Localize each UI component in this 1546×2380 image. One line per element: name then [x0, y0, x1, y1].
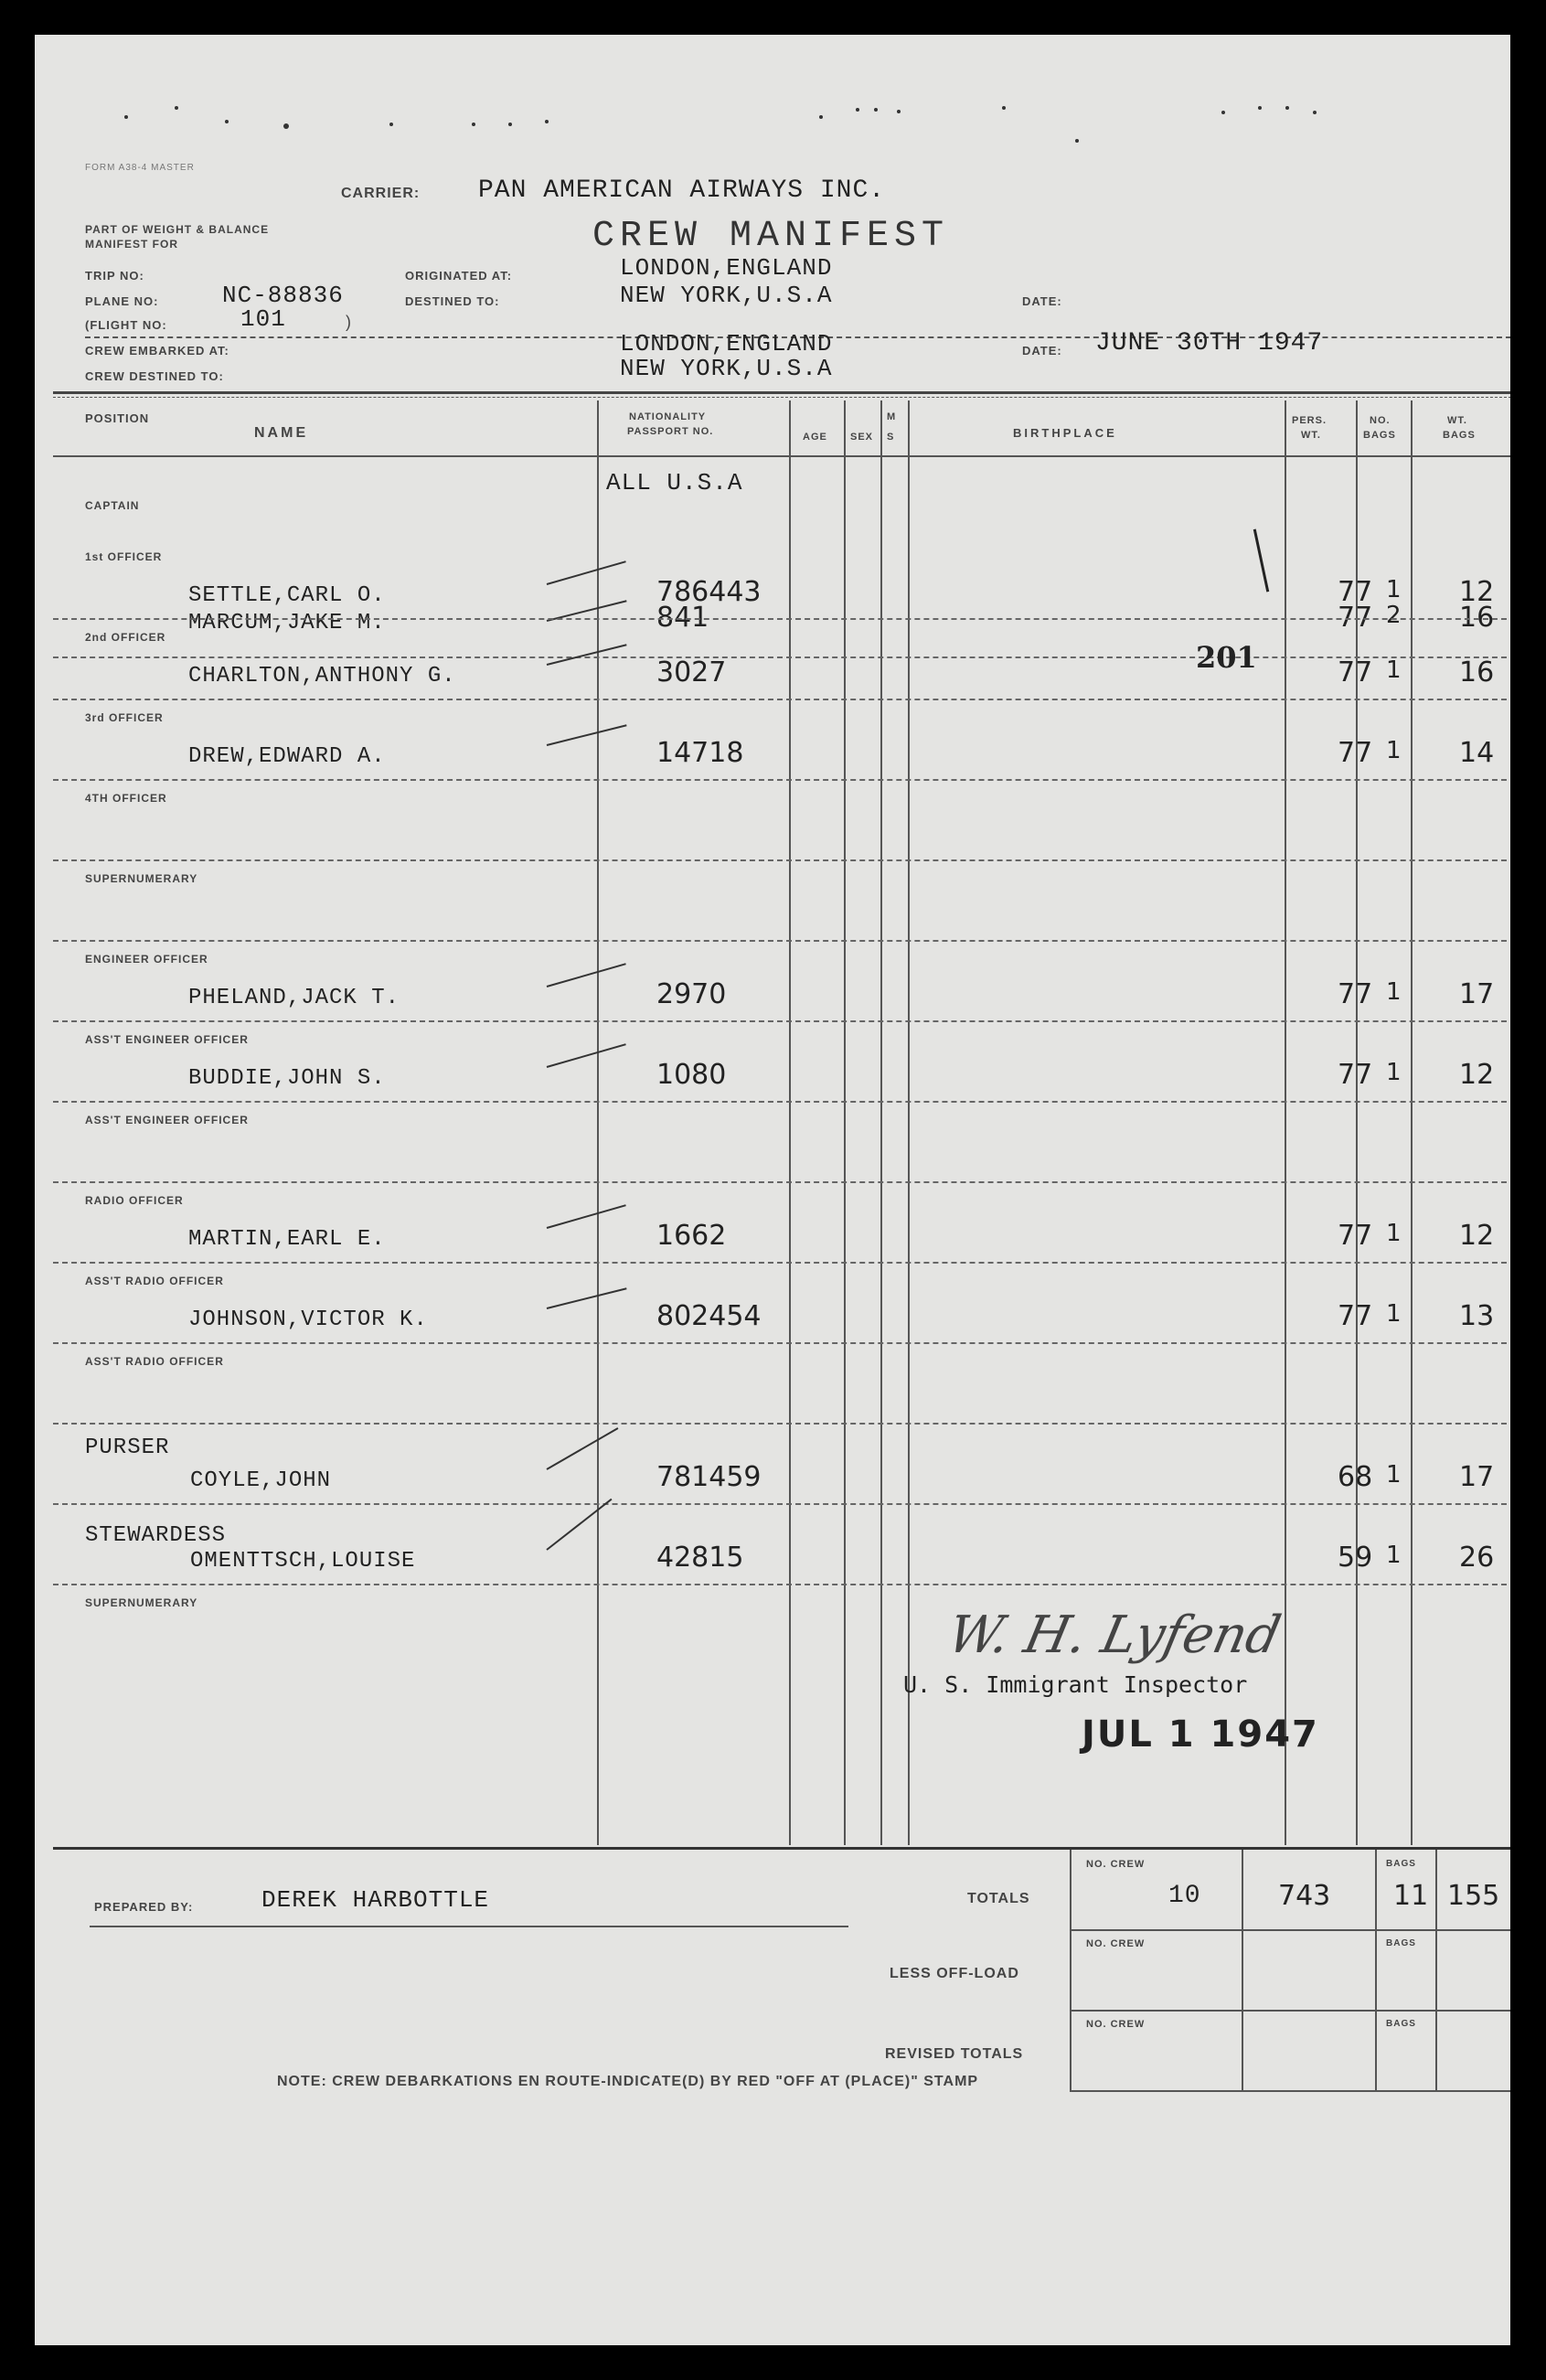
- col-header-wt-bags-2: BAGS: [1443, 430, 1476, 441]
- row-position-label: ENGINEER OFFICER: [85, 953, 208, 966]
- totals-divider-4: [1435, 1850, 1437, 2092]
- row-passport-no: 1080: [656, 1059, 727, 1091]
- table-row: [35, 1503, 1510, 1584]
- row-bag-weight: 12: [1459, 1220, 1495, 1252]
- row-position-label: SUPERNUMERARY: [85, 872, 198, 885]
- check-mark: [547, 1043, 626, 1068]
- row-position-label: ASS'T ENGINEER OFFICER: [85, 1033, 249, 1046]
- crew-destined-value: NEW YORK,U.S.A: [620, 355, 833, 382]
- row-pers-weight: 77: [1338, 602, 1373, 634]
- date2-value: JUNE 30TH 1947: [1095, 329, 1324, 358]
- row-position-label: ASS'T ENGINEER OFFICER: [85, 1114, 249, 1126]
- destined-label: DESTINED TO:: [405, 294, 500, 308]
- prepared-by-rule: [90, 1926, 848, 1927]
- col-header-pers: PERS.: [1292, 415, 1327, 426]
- row-position-label: 2nd OFFICER: [85, 631, 166, 644]
- table-row: [35, 940, 1510, 1020]
- col-header-nationality: NATIONALITY: [629, 411, 707, 422]
- row-position-label: 1st OFFICER: [85, 550, 163, 563]
- col-header-age: AGE: [803, 432, 827, 443]
- form-number: FORM A38-4 MASTER: [85, 163, 195, 173]
- row-bag-weight: 13: [1459, 1300, 1495, 1332]
- row-position-label: 4TH OFFICER: [85, 792, 167, 805]
- row-passport-no: 2970: [656, 978, 727, 1010]
- table-row: [35, 779, 1510, 859]
- col-header-ms-m: M: [887, 411, 897, 422]
- col-header-birthplace: BIRTHPLACE: [1013, 426, 1117, 440]
- row-no-bags: 1: [1386, 978, 1402, 1006]
- row-pers-weight: 77: [1338, 1300, 1373, 1332]
- less-no-crew-label: NO. CREW: [1086, 1938, 1146, 1949]
- prepared-by-value: DEREK HARBOTTLE: [261, 1886, 490, 1914]
- row-no-bags: 1: [1386, 576, 1402, 603]
- check-mark: [547, 724, 627, 746]
- col-header-pers-wt: WT.: [1301, 430, 1321, 441]
- manifest-for-label: MANIFEST FOR: [85, 238, 178, 251]
- totals-crew-value: 10: [1168, 1882, 1201, 1910]
- col-header-passport: PASSPORT NO.: [627, 426, 714, 437]
- nationality-all: ALL U.S.A: [606, 469, 743, 496]
- row-bag-weight: 12: [1459, 1059, 1495, 1091]
- crew-embarked-value: LONDON,ENGLAND: [620, 330, 833, 358]
- crew-embarked-label: CREW EMBARKED AT:: [85, 344, 229, 358]
- row-crew-name: PHELAND,JACK T.: [188, 986, 400, 1010]
- row-pers-weight: 77: [1338, 737, 1373, 769]
- flight-no-close: ): [346, 313, 351, 331]
- totals-row-rule-3: [1070, 2090, 1510, 2092]
- totals-divider-3: [1375, 1850, 1377, 2092]
- check-mark: [547, 1427, 619, 1470]
- totals-row-rule-2: [1070, 2010, 1510, 2012]
- table-row: [35, 1101, 1510, 1181]
- prepared-by-label: PREPARED BY:: [94, 1900, 194, 1914]
- row-crew-name: SETTLE,CARL O.: [188, 583, 386, 608]
- row-passport-no: 1662: [656, 1220, 727, 1252]
- trip-no-label: TRIP NO:: [85, 269, 144, 283]
- totals-bags-value: 11: [1393, 1880, 1429, 1912]
- totals-weight-value: 743: [1278, 1880, 1331, 1912]
- row-pers-weight: 68: [1338, 1461, 1373, 1493]
- speckle-graphic: [90, 71, 1461, 144]
- row-passport-no: 14718: [656, 737, 744, 769]
- table-row: [35, 1584, 1510, 1664]
- row-bag-weight: 17: [1459, 1461, 1495, 1493]
- row-position-label: SUPERNUMERARY: [85, 1596, 198, 1609]
- row-bag-weight: 17: [1459, 978, 1495, 1010]
- row-no-bags: 1: [1386, 1461, 1402, 1489]
- row-position-label: RADIO OFFICER: [85, 1194, 184, 1207]
- check-mark: [547, 1287, 627, 1309]
- row-bag-weight: 16: [1459, 656, 1495, 688]
- col-header-sex: SEX: [850, 432, 874, 443]
- flight-no-label: (FLIGHT NO:: [85, 318, 167, 332]
- row-pers-weight: 77: [1338, 1220, 1373, 1252]
- row-pers-weight: 77: [1338, 978, 1373, 1010]
- table-row: [35, 859, 1510, 940]
- revised-no-crew-label: NO. CREW: [1086, 2019, 1146, 2030]
- totals-row-rule-1: [1070, 1929, 1510, 1931]
- plane-no-value: NC-88836: [222, 282, 344, 309]
- totals-divider-1: [1070, 1850, 1072, 2092]
- date2-label: DATE:: [1022, 344, 1062, 358]
- revised-bags-label: BAGS: [1386, 2019, 1416, 2029]
- scan-speckles: [90, 71, 1461, 144]
- totals-divider-2: [1242, 1850, 1243, 2092]
- check-mark: [547, 1204, 626, 1229]
- row-position-label: ASS'T RADIO OFFICER: [85, 1355, 224, 1368]
- totals-bag-weight-value: 155: [1447, 1880, 1500, 1912]
- settle-note: 201: [1196, 640, 1257, 675]
- row-position-label: STEWARDESS: [85, 1523, 227, 1548]
- row-position-label: ASS'T RADIO OFFICER: [85, 1275, 224, 1287]
- table-top-rule: [53, 391, 1510, 394]
- row-crew-name: OMENTTSCH,LOUISE: [190, 1549, 416, 1574]
- row-crew-name: BUDDIE,JOHN S.: [188, 1066, 386, 1091]
- col-header-no-bags-2: BAGS: [1363, 430, 1396, 441]
- row-passport-no: 802454: [656, 1300, 762, 1332]
- row-pers-weight: 77: [1338, 656, 1373, 688]
- row-no-bags: 1: [1386, 1220, 1402, 1247]
- row-position-label: PURSER: [85, 1435, 170, 1460]
- plane-no-label: PLANE NO:: [85, 294, 159, 308]
- table-top-rule-2: [53, 397, 1510, 398]
- originated-value: LONDON,ENGLAND: [620, 254, 833, 282]
- table-row: [35, 1181, 1510, 1262]
- table-row: [35, 1423, 1510, 1503]
- row-crew-name: MARTIN,EARL E.: [188, 1227, 386, 1252]
- row-bag-weight: 26: [1459, 1542, 1495, 1574]
- col-header-no-bags: NO.: [1370, 415, 1391, 426]
- row-bag-weight: 16: [1459, 602, 1495, 634]
- row-no-bags: 2: [1386, 602, 1402, 629]
- row-passport-no: 841: [656, 602, 709, 634]
- col-header-name: NAME: [254, 425, 309, 441]
- row-crew-name: COYLE,JOHN: [190, 1468, 332, 1493]
- flight-no-value: 101: [240, 305, 286, 333]
- less-bags-label: BAGS: [1386, 1938, 1416, 1948]
- table-row: [35, 618, 1510, 699]
- row-no-bags: 1: [1386, 1300, 1402, 1328]
- row-passport-no: 781459: [656, 1461, 762, 1493]
- totals-label: TOTALS: [967, 1891, 1030, 1906]
- row-crew-name: CHARLTON,ANTHONY G.: [188, 664, 456, 688]
- table-row: [35, 1020, 1510, 1101]
- check-mark: [546, 1499, 612, 1551]
- row-no-bags: 1: [1386, 737, 1402, 764]
- revised-totals-label: REVISED TOTALS: [885, 2046, 1024, 2062]
- page-title: CREW MANIFEST: [592, 216, 950, 257]
- row-passport-no: 786443: [656, 576, 762, 608]
- footer-note: NOTE: CREW DEBARKATIONS EN ROUTE-INDICATE(D) BY RED "OFF AT (PLACE)" STAMP: [277, 2074, 979, 2089]
- inspector-title: U. S. Immigrant Inspector: [903, 1671, 1248, 1698]
- less-offload-label: LESS OFF-LOAD: [890, 1966, 1019, 1981]
- row-no-bags: 1: [1386, 1542, 1402, 1569]
- originated-label: ORIGINATED AT:: [405, 269, 513, 283]
- col-header-ms-s: S: [887, 432, 895, 443]
- inspector-signature: W. H. Lyfend: [943, 1606, 1286, 1665]
- row-position-label: 3rd OFFICER: [85, 711, 164, 724]
- destined-value: NEW YORK,U.S.A: [620, 282, 833, 309]
- row-passport-no: 3027: [656, 656, 727, 688]
- carrier-name: PAN AMERICAN AIRWAYS INC.: [478, 176, 886, 205]
- crew-destined-label: CREW DESTINED TO:: [85, 369, 224, 383]
- col-header-position: POSITION: [85, 411, 150, 425]
- totals-bags-label: BAGS: [1386, 1859, 1416, 1869]
- row-crew-name: DREW,EDWARD A.: [188, 744, 386, 769]
- row-crew-name: JOHNSON,VICTOR K.: [188, 1307, 428, 1332]
- table-bottom-rule: [53, 1847, 1510, 1850]
- table-row: [35, 538, 1510, 618]
- row-no-bags: 1: [1386, 656, 1402, 684]
- row-position-label: CAPTAIN: [85, 499, 140, 512]
- col-header-wt-bags: WT.: [1447, 415, 1467, 426]
- carrier-label: CARRIER:: [341, 186, 421, 201]
- table-row: [35, 699, 1510, 779]
- row-bag-weight: 14: [1459, 737, 1495, 769]
- table-row: [35, 1342, 1510, 1423]
- row-crew-name: MARCUM,JAKE M.: [188, 611, 386, 635]
- table-row: [35, 1262, 1510, 1342]
- crew-manifest-sheet: [35, 35, 1510, 2345]
- part-of-label: PART OF WEIGHT & BALANCE: [85, 223, 270, 236]
- check-mark: [547, 963, 626, 987]
- check-mark: [547, 644, 627, 666]
- row-pers-weight: 77: [1338, 576, 1373, 608]
- totals-no-crew-label: NO. CREW: [1086, 1859, 1146, 1870]
- row-pers-weight: 59: [1338, 1542, 1373, 1574]
- row-pers-weight: 77: [1338, 1059, 1373, 1091]
- row-bag-weight: 12: [1459, 576, 1495, 608]
- row-passport-no: 42815: [656, 1542, 744, 1574]
- date-label: DATE:: [1022, 294, 1062, 308]
- check-mark: [547, 560, 626, 585]
- row-no-bags: 1: [1386, 1059, 1402, 1086]
- inspector-stamp: JUL 1 1947: [1082, 1713, 1319, 1756]
